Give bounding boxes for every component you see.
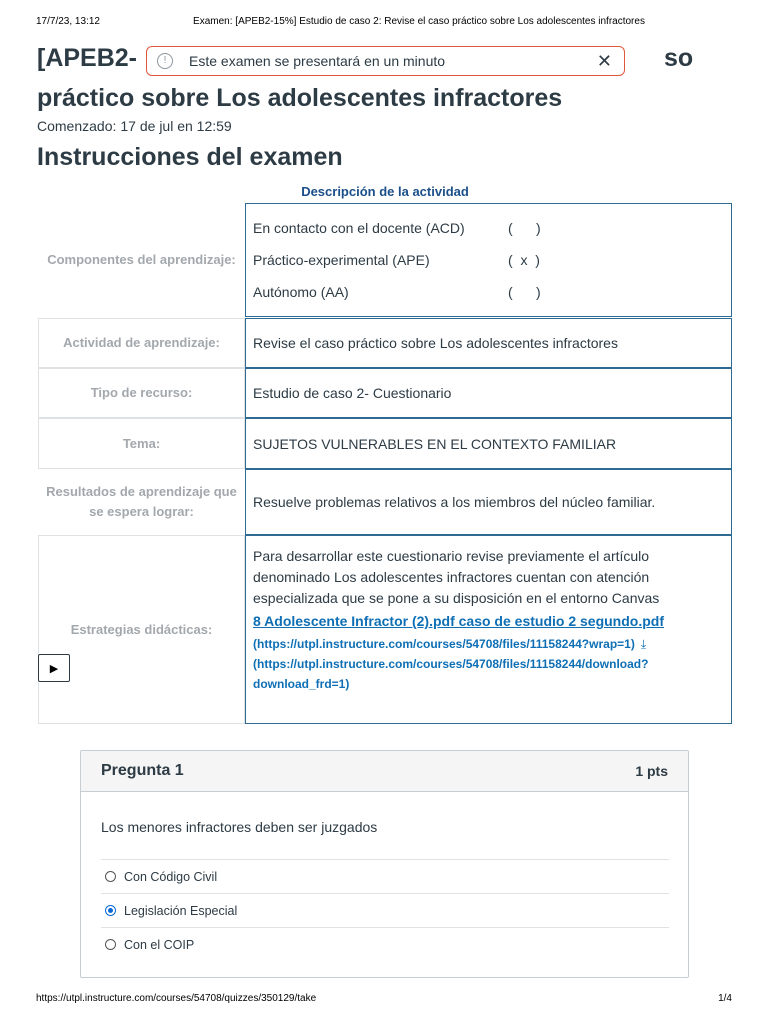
activity-description-heading: Descripción de la actividad [301, 184, 469, 199]
component-name: Autónomo (AA) [253, 284, 349, 300]
answer-label[interactable]: Con Código Civil [124, 869, 218, 884]
components-row [38, 203, 732, 317]
component-item [253, 244, 540, 276]
download-icon[interactable]: ⤓ [640, 637, 647, 651]
print-page-number: 1/4 [718, 993, 732, 1004]
resource-type-value: Estudio de caso 2- Cuestionario [245, 368, 732, 418]
answer-option[interactable] [101, 893, 669, 927]
component-mark: ( ) [508, 284, 541, 300]
question-points: 1 pts [635, 763, 668, 779]
timer-toast [146, 46, 625, 76]
close-icon[interactable]: ✕ [596, 50, 612, 71]
learning-outcomes-label: Resultados de aprendizaje que se espera lograr: [46, 484, 237, 519]
topic-value: SUJETOS VULNERABLES EN EL CONTEXTO FAMILIAR [245, 418, 732, 469]
component-item [253, 276, 541, 308]
preview-link[interactable]: (https://utpl.instructure.com/courses/54708/files/11158244?wrap=1) [253, 637, 635, 651]
started-info [37, 118, 236, 134]
radio-button[interactable] [105, 939, 116, 950]
started-value: 17 de jul en 12:59 [120, 118, 232, 134]
strategies-row [38, 535, 732, 724]
page-title-suffix: so [664, 44, 694, 72]
play-icon[interactable]: ▶ [38, 654, 70, 682]
component-mark: ( x ) [508, 252, 540, 268]
radio-button[interactable] [105, 905, 116, 916]
topic-label: Tema: [38, 418, 245, 469]
components-label: Componentes del aprendizaje: [47, 252, 236, 267]
download-link[interactable]: (https://utpl.instructure.com/courses/54708/files/11158244/download?download_frd=1) [253, 657, 649, 691]
resource-type-row [38, 368, 732, 418]
activity-row [38, 318, 732, 368]
question-text: Los menores infractores deben ser juzgados [101, 819, 378, 835]
topic-row [38, 418, 732, 469]
strategies-label: Estrategias didácticas: [38, 535, 245, 724]
activity-value: Revise el caso práctico sobre Los adolescentes infractores [245, 318, 732, 368]
question-title: Pregunta 1 [101, 762, 184, 779]
component-name: Práctico-experimental (APE) [253, 252, 430, 268]
answer-label[interactable]: Con el COIP [124, 937, 195, 952]
answer-option[interactable] [101, 927, 669, 961]
activity-label: Actividad de aprendizaje: [38, 318, 245, 368]
question-header [81, 751, 688, 792]
component-name: En contacto con el docente (ACD) [253, 220, 465, 236]
print-document-title: Examen: [APEB2-15%] Estudio de caso 2: Revise el caso práctico sobre Los adolescentes infractores [193, 16, 645, 27]
radio-button[interactable] [105, 871, 116, 882]
print-datetime: 17/7/23, 13:12 [36, 16, 100, 27]
component-item [253, 212, 541, 244]
print-url: https://utpl.instructure.com/courses/54708/quizzes/350129/take [36, 993, 317, 1004]
started-label: Comenzado: [37, 118, 117, 134]
component-mark: ( ) [508, 220, 541, 236]
learning-outcomes-row [38, 469, 732, 535]
instructions-title: Instrucciones del examen [37, 143, 343, 171]
warning-icon: ! [157, 53, 173, 69]
strategies-text: Para desarrollar este cuestionario revise previamente el artículo denominado Los adolescentes infractores cuentan con atención especializada que se pone a su disposición en el entorno Canvas [253, 548, 660, 606]
components-value [245, 203, 732, 317]
toast-message: Este examen se presentará en un minuto [189, 53, 446, 69]
answer-list [101, 859, 669, 961]
page-title-line2: práctico sobre Los adolescentes infractores [37, 84, 563, 112]
answer-option[interactable] [101, 859, 669, 893]
pdf-file-link[interactable]: 8 Adolescente Infractor (2).pdf caso de estudio 2 segundo.pdf [253, 613, 664, 629]
learning-outcomes-value: Resuelve problemas relativos a los miembros del núcleo familiar. [245, 469, 732, 535]
question-card [80, 750, 689, 978]
answer-label[interactable]: Legislación Especial [124, 903, 238, 918]
page-title-prefix: [APEB2- [37, 44, 138, 72]
strategies-value [245, 535, 732, 724]
file-links [253, 634, 724, 694]
resource-type-label: Tipo de recurso: [38, 368, 245, 418]
